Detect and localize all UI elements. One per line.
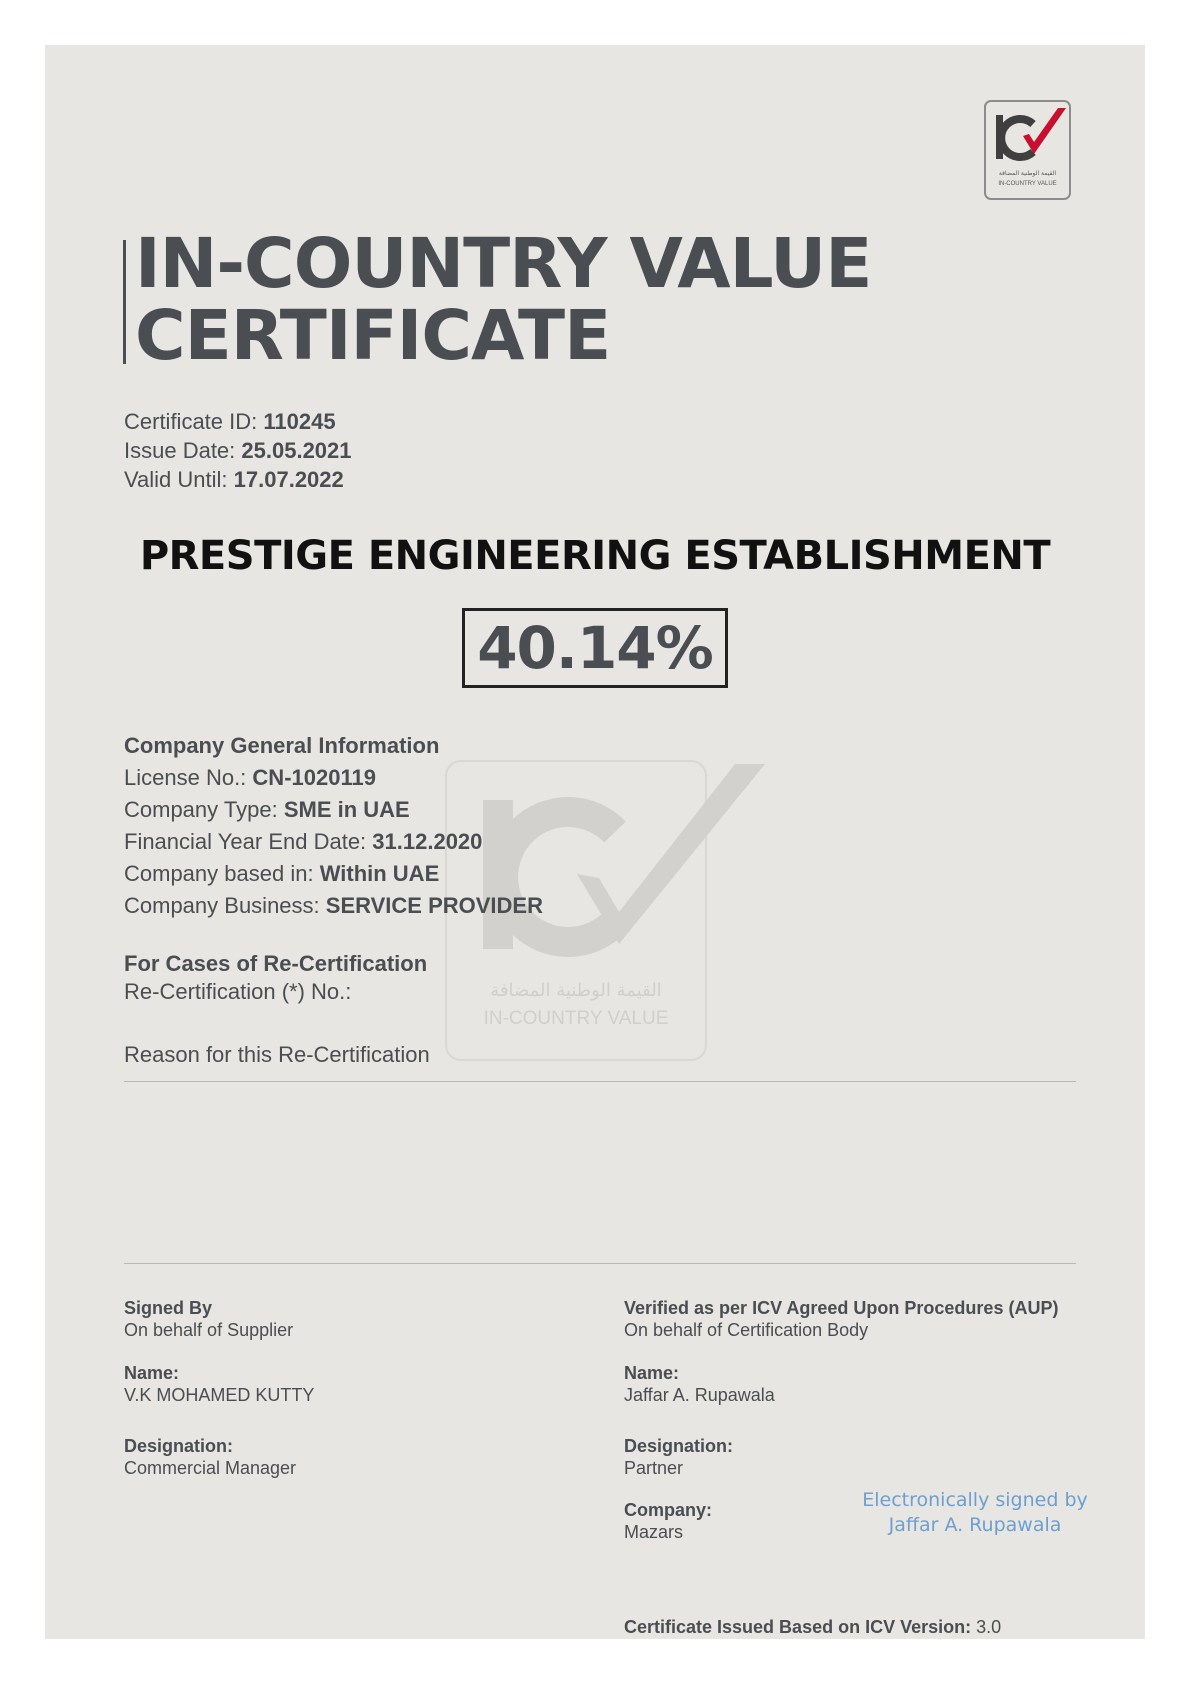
company-based-row [124,861,439,887]
verifier-company-value: Mazars [624,1522,684,1542]
financial-year-value: 31.12.2020 [372,829,483,854]
title-line-2: CERTIFICATE [135,296,611,376]
electronic-signature [855,1488,1095,1538]
icv-score-box [462,608,728,688]
certificate-id-row [124,407,352,436]
version-label: Certificate Issued Based on ICV Version: [624,1617,972,1637]
license-value: CN-1020119 [252,765,376,790]
verifier-name-label: Name: [624,1363,680,1383]
icv-logo [984,100,1071,200]
valid-until-row [124,465,352,494]
issue-date-row [124,436,352,465]
version-value: 3.0 [976,1617,1002,1637]
divider-bottom [124,1263,1076,1264]
watermark-arabic-text: القيمة الوطنية المضافة [490,980,662,1001]
verifier-company-label: Company: [624,1500,713,1520]
logo-arabic-text: القيمة الوطنية المضافة [998,170,1057,177]
title-accent-bar [123,240,126,364]
watermark-english-text: IN-COUNTRY VALUE [483,1008,669,1029]
title-line-1: IN-COUNTRY VALUE [135,224,872,304]
issue-date-label: Issue Date: [124,438,236,463]
esign-line-1: Electronically signed by [862,1489,1088,1511]
company-business-label: Company Business: [124,893,320,918]
license-label: License No.: [124,765,247,790]
recert-reason-label: Reason for this Re-Certification [124,1042,430,1067]
verifier-name-value: Jaffar A. Rupawala [624,1385,775,1405]
supplier-designation-value: Commercial Manager [124,1458,297,1478]
company-type-label: Company Type: [124,797,278,822]
supplier-name-label: Name: [124,1363,180,1383]
company-business-row [124,893,543,919]
company-business-value: SERVICE PROVIDER [325,893,543,918]
verifier-designation-label: Designation: [624,1436,734,1456]
verifier-designation-block [624,1435,733,1479]
recert-number-label: Re-Certification (*) No.: [124,979,352,1004]
supplier-signed-block [124,1297,293,1341]
verifier-verified-block [624,1297,1058,1341]
verified-label: Verified as per ICV Agreed Upon Procedures (AUP) [624,1298,1059,1318]
certificate-id-value: 110245 [263,409,336,434]
supplier-designation-label: Designation: [124,1436,234,1456]
verifier-designation-value: Partner [624,1458,684,1478]
verifier-company-block [624,1499,712,1543]
valid-until-label: Valid Until: [124,467,228,492]
company-type-row [124,797,410,823]
company-name: PRESTIGE ENGINEERING ESTABLISHMENT [139,533,1051,579]
icv-version-line [624,1617,1001,1638]
icv-score: 40.14% [477,614,713,682]
recert-heading: For Cases of Re-Certification [124,951,428,976]
verifier-behalf-text: On behalf of Certification Body [624,1320,869,1340]
financial-year-label: Financial Year End Date: [124,829,367,854]
financial-year-row [124,829,482,855]
general-info-heading: Company General Information [124,733,440,758]
certificate-meta [124,407,352,494]
logo-english-text: IN-COUNTRY VALUE [998,181,1057,187]
divider-top [124,1081,1076,1082]
supplier-name-value: V.K MOHAMED KUTTY [124,1385,315,1405]
signed-by-label: Signed By [124,1298,213,1318]
certificate-page [45,45,1145,1639]
license-row [124,765,376,791]
company-type-value: SME in UAE [283,797,410,822]
esign-line-2: Jaffar A. Rupawala [888,1514,1062,1536]
valid-until-value: 17.07.2022 [233,467,344,492]
company-based-value: Within UAE [319,861,440,886]
issue-date-value: 25.05.2021 [241,438,352,463]
verifier-name-block [624,1362,775,1406]
certificate-title [135,224,872,376]
supplier-behalf-text: On behalf of Supplier [124,1320,294,1340]
certificate-id-label: Certificate ID: [124,409,258,434]
supplier-name-block [124,1362,314,1406]
company-based-label: Company based in: [124,861,314,886]
supplier-designation-block [124,1435,296,1479]
